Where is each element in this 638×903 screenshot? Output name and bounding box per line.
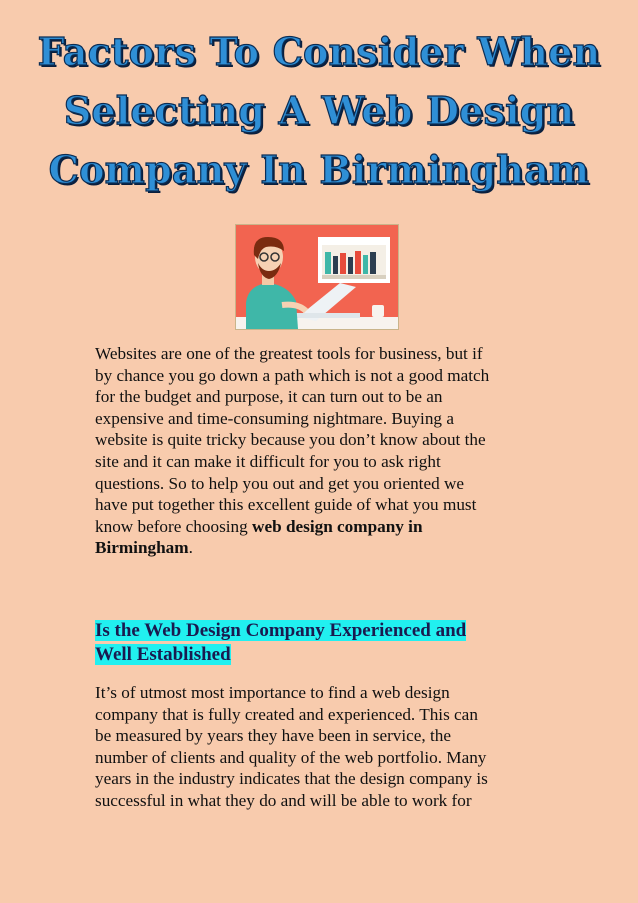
text-line: company that is fully created and experienced. This can: [95, 704, 478, 724]
title-line: Company In Birmingham: [48, 147, 590, 192]
text-line: successful in what they do and will be able to work for: [95, 790, 472, 810]
text-line: [95, 537, 555, 559]
intro-paragraph: [95, 343, 555, 559]
book-icon: [363, 255, 368, 274]
title-line: Selecting A Web Design: [63, 88, 575, 133]
text-line: have put together this excellent guide of what you must: [95, 495, 477, 515]
text-line: [95, 516, 555, 538]
text-line: by chance you go down a path which is not a good match: [95, 365, 490, 385]
section-heading: [95, 619, 555, 667]
bookshelf-back: [322, 245, 386, 279]
book-icon: [348, 257, 353, 274]
text-line: website is quite tricky because you don’t know about the: [95, 430, 486, 450]
page-title: [0, 22, 638, 199]
keyword-link-text: web design company in: [252, 516, 423, 536]
text-line: for the budget and purpose, it can turn out to be an: [95, 387, 443, 407]
designer-at-computer-illustration: [236, 225, 398, 329]
shelf-board: [322, 275, 386, 279]
mug-icon: [372, 305, 384, 317]
laptop-base: [288, 313, 360, 318]
text-line: expensive and time-consuming nightmare. Buying a: [95, 408, 454, 428]
heading-line: Is the Web Design Company Experienced and: [95, 620, 467, 641]
text-line: It’s of utmost most importance to find a web design: [95, 683, 450, 702]
text-line: be measured by years they have been in service, the: [95, 726, 452, 746]
book-icon: [370, 252, 376, 274]
title-line: Factors To Consider When: [37, 29, 601, 74]
book-icon: [325, 252, 331, 274]
text-line: Websites are one of the greatest tools for business, but if: [95, 344, 483, 363]
heading-line: Well Established: [95, 644, 231, 665]
text-line: site and it can make it difficult for you to ask right: [95, 451, 441, 471]
book-icon: [355, 251, 361, 274]
keyword-link-text: Birmingham: [95, 538, 189, 558]
text-line: questions. So to help you out and get you oriented we: [95, 473, 465, 493]
book-icon: [333, 256, 338, 274]
text-line: years in the industry indicates that the design company is: [95, 769, 488, 789]
text-run: .: [188, 538, 193, 558]
text-run: know before choosing: [95, 516, 253, 536]
section-paragraph: [95, 682, 555, 812]
book-icon: [340, 253, 346, 274]
text-line: number of clients and quality of the web portfolio. Many: [95, 747, 487, 767]
illustration-svg: [236, 225, 398, 329]
